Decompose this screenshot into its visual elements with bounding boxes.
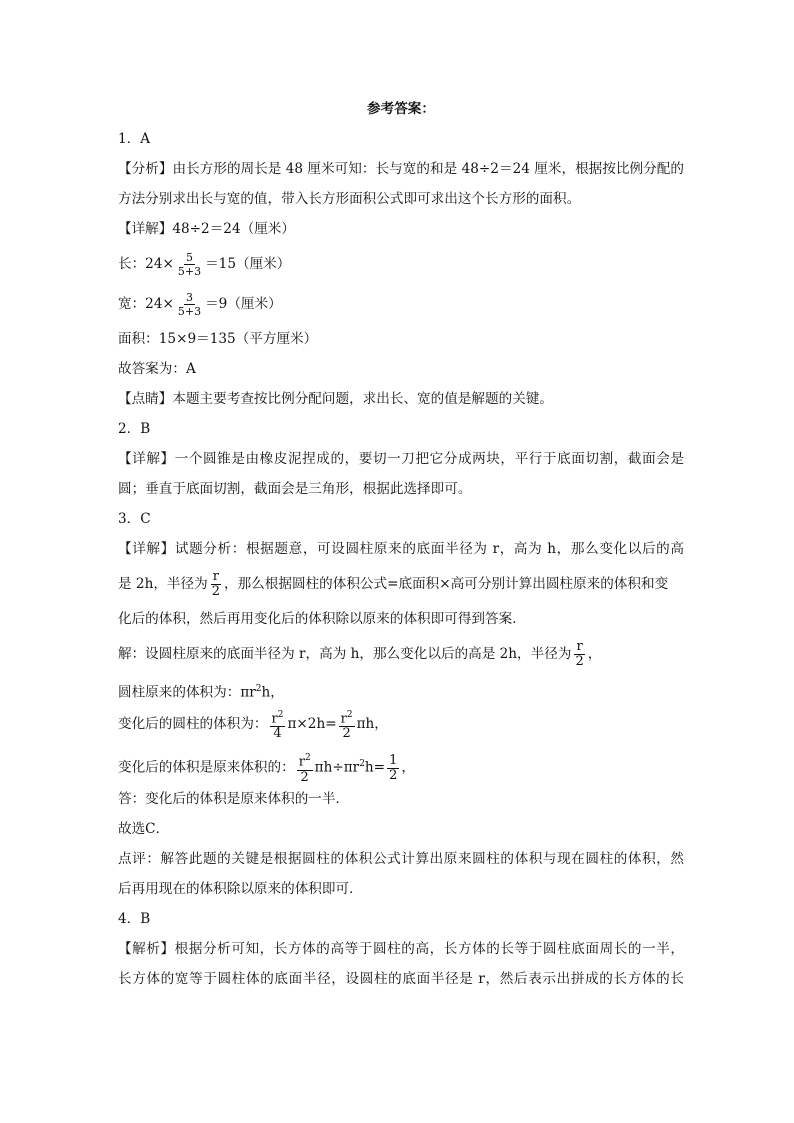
q3-text: h， bbox=[261, 684, 284, 701]
page-title: 参考答案： bbox=[367, 101, 435, 117]
fraction-denominator: 5+3 bbox=[177, 265, 202, 278]
q1-answer: 故答案为：A bbox=[118, 361, 196, 377]
q1-width-prefix: 宽：24× bbox=[118, 296, 174, 312]
q2-number: 2．B bbox=[118, 421, 151, 437]
q3-original-volume bbox=[118, 674, 684, 704]
r-symbol: r bbox=[340, 711, 347, 727]
q3-text: 变化后的圆柱的体积为： bbox=[118, 716, 268, 732]
q3-answer: 答：变化后的体积是原来体积的一半． bbox=[118, 791, 350, 807]
q3-text: πh÷πr bbox=[314, 759, 360, 776]
q3-text: 是 2h，半径为 bbox=[118, 576, 208, 592]
fraction-denominator: 2 bbox=[300, 769, 309, 785]
r2-over-4-fraction bbox=[270, 708, 286, 741]
q3-text: 圆柱原来的体积为：πr bbox=[118, 684, 256, 701]
q2-detail-line: 圆；垂直于底面切割，截面会是三角形，根据此选择即可。 bbox=[118, 481, 472, 497]
exponent: 2 bbox=[304, 753, 311, 764]
q2-detail-line: 【详解】一个圆锥是由橡皮泥捏成的，要切一刀把它分成两块，平行于底面切割，截面会是 bbox=[118, 451, 684, 467]
q1-width-result: ＝9（厘米） bbox=[205, 296, 282, 312]
q3-text: 解：设圆柱原来的底面半径为 r，高为 h，那么变化以后的高是 2h，半径为 bbox=[118, 646, 572, 662]
q3-detail-line: 【详解】试题分析：根据题意，可设圆柱原来的底面半径为 r，高为 h，那么变化以后的高 bbox=[118, 541, 684, 557]
r-over-2-fraction bbox=[573, 640, 585, 669]
q1-area: 面积：15×9＝135（平方厘米） bbox=[118, 331, 318, 347]
one-half-fraction bbox=[387, 754, 399, 783]
q1-length-prefix: 长：24× bbox=[118, 256, 174, 272]
q1-length-fraction bbox=[176, 251, 203, 278]
q1-comment: 【点睛】本题主要考查按比例分配问题，求出长、宽的值是解题的关键。 bbox=[118, 391, 553, 407]
exponent: 2 bbox=[277, 709, 284, 720]
fraction-numerator: r bbox=[576, 639, 583, 654]
r-symbol: r bbox=[298, 754, 305, 770]
q3-text: π×2h= bbox=[287, 716, 337, 732]
q4-analysis-line: 【解析】根据分析可知，长方体的高等于圆柱的高，长方体的长等于圆柱底面周长的一半， bbox=[118, 941, 684, 957]
q4-analysis-line: 长方体的宽等于圆柱体的底面半径，设圆柱的底面半径是 r，然后表示出拼成的长方体的长 bbox=[118, 971, 684, 987]
fraction-numerator: r bbox=[212, 569, 219, 584]
q1-analysis-line: 方法分别求出长与宽的值，带入长方形面积公式即可求出这个长方形的面积。 bbox=[118, 191, 581, 207]
fraction-denominator: 2 bbox=[342, 726, 351, 742]
r2-over-2-fraction bbox=[297, 751, 313, 784]
q3-detail-line: 化后的体积，然后再用变化后的体积除以原来的体积即可得到答案． bbox=[118, 611, 526, 627]
r2-over-2-fraction bbox=[339, 708, 355, 741]
fraction-numerator bbox=[270, 708, 286, 727]
exponent: 2 bbox=[359, 759, 365, 769]
fraction-numerator bbox=[339, 708, 355, 727]
fraction-numerator: 5 bbox=[185, 251, 193, 264]
fraction-denominator: 2 bbox=[575, 654, 584, 669]
q4-number: 4．B bbox=[118, 911, 151, 927]
q3-text: 变化后的体积是原来体积的： bbox=[118, 759, 295, 776]
fraction-denominator: 4 bbox=[273, 726, 282, 742]
q3-review-line: 后再用现在的体积除以原来的体积即可． bbox=[118, 881, 363, 897]
q3-new-volume bbox=[118, 704, 684, 744]
q3-text: πh， bbox=[356, 716, 388, 732]
exponent: 2 bbox=[255, 684, 262, 694]
q1-detail: 【详解】48÷2＝24（厘米） bbox=[118, 221, 295, 237]
fraction-numerator: 3 bbox=[185, 291, 193, 304]
q3-detail-line-2 bbox=[118, 564, 684, 604]
q1-length-calc bbox=[118, 244, 684, 284]
answer-page bbox=[118, 94, 684, 994]
fraction-denominator: 2 bbox=[211, 584, 220, 599]
fraction-denominator: 5+3 bbox=[177, 305, 202, 318]
fraction-numerator: 1 bbox=[389, 752, 398, 768]
q3-text: h= bbox=[364, 759, 386, 776]
q1-analysis-line: 【分析】由长方形的周长是 48 厘米可知：长与宽的和是 48÷2＝24 厘米，根据按比例分配的 bbox=[118, 161, 684, 177]
q3-text: ，那么根据圆柱的体积公式=底面积×高可分别计算出圆柱原来的体积和变 bbox=[223, 576, 669, 592]
q3-choice: 故选C． bbox=[118, 821, 170, 837]
q3-number: 3．C bbox=[118, 511, 151, 527]
q3-text: ， bbox=[587, 646, 602, 662]
r-symbol: r bbox=[271, 711, 278, 727]
q1-width-fraction bbox=[176, 291, 203, 318]
q1-number: 1．A bbox=[118, 131, 151, 147]
q1-length-result: ＝15（厘米） bbox=[205, 256, 291, 272]
fraction-denominator: 2 bbox=[389, 767, 398, 783]
q3-solution-line bbox=[118, 634, 684, 674]
q3-review-line: 点评：解答此题的关键是根据圆柱的体积公式计算出原来圆柱的体积与现在圆柱的体积，然 bbox=[118, 851, 684, 867]
q3-ratio bbox=[118, 744, 684, 784]
fraction-numerator bbox=[297, 751, 313, 770]
q3-text: ， bbox=[401, 759, 415, 776]
exponent: 2 bbox=[346, 709, 353, 720]
q1-width-calc bbox=[118, 284, 684, 324]
r-over-2-fraction bbox=[210, 570, 222, 599]
